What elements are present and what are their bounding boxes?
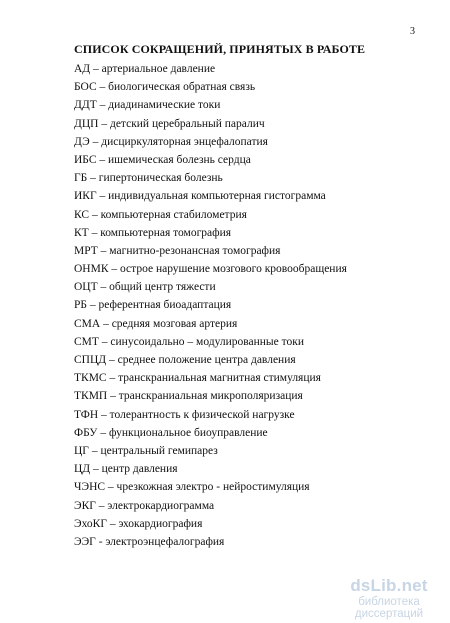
abbreviation-definition: чрезкожная электро - нейростимуляция — [116, 481, 310, 494]
abbreviation-item — [74, 497, 434, 515]
abbreviation-term: КТ — [74, 226, 89, 239]
abbreviation-definition: толерантность к физической нагрузке — [109, 408, 295, 421]
abbreviation-separator: – — [96, 81, 109, 94]
abbreviation-item — [74, 96, 434, 114]
abbreviation-item — [74, 424, 434, 442]
abbreviation-item — [74, 260, 434, 278]
abbreviation-definition: артериальное давление — [101, 63, 216, 75]
abbreviation-item — [74, 224, 434, 242]
abbreviation-term: ЭЭГ — [74, 535, 96, 548]
abbreviation-item — [74, 460, 434, 478]
abbreviation-definition: электрокардиограмма — [107, 499, 215, 512]
watermark — [330, 576, 448, 620]
watermark-tagline: библиотека диссертаций — [354, 596, 424, 620]
abbreviation-term: КС — [74, 208, 90, 221]
abbreviation-term: СПЦД — [74, 354, 107, 366]
abbreviation-separator: – — [89, 208, 101, 221]
abbreviation-separator: – — [96, 99, 109, 112]
abbreviation-item — [74, 133, 434, 151]
abbreviation-separator: – — [87, 299, 99, 312]
abbreviation-definition: референтная биоадаптация — [98, 299, 232, 312]
abbreviation-separator: – — [97, 244, 110, 257]
abbreviation-item — [74, 315, 434, 333]
abbreviation-separator: – — [88, 226, 101, 239]
abbreviation-item — [74, 406, 434, 424]
abbreviation-term: СМТ — [74, 335, 99, 348]
abbreviation-term: ЧЭНС — [74, 481, 106, 494]
abbreviation-separator: – — [90, 63, 102, 75]
abbreviation-separator: – — [96, 153, 109, 166]
abbreviation-definition: общий центр тяжести — [109, 281, 216, 294]
abbreviation-separator: – — [97, 426, 109, 439]
abbreviation-term: ОНМК — [74, 263, 109, 276]
abbreviation-definition: дисциркуляторная энцефалопатия — [101, 135, 268, 148]
abbreviation-separator: – — [90, 463, 102, 476]
abbreviation-term: ЭКГ — [74, 499, 96, 512]
abbreviation-term: ТКМП — [74, 390, 108, 403]
abbreviation-item — [74, 533, 434, 551]
abbreviation-definition: детский церебральный паралич — [109, 117, 265, 130]
abbreviation-definition: компьютерная стабилометрия — [100, 208, 247, 221]
abbreviation-separator: – — [89, 135, 102, 148]
abbreviation-item — [74, 351, 434, 369]
abbreviation-item — [74, 151, 434, 169]
abbreviation-separator: – — [97, 281, 110, 294]
abbreviation-term: ЭхоКГ — [74, 517, 107, 530]
abbreviation-definition: индивидуальная компьютерная гистограмма — [108, 190, 326, 203]
abbreviation-item — [74, 187, 434, 205]
abbreviation-separator: – — [106, 517, 119, 530]
abbreviation-item — [74, 169, 434, 187]
abbreviation-separator: - — [95, 535, 106, 548]
abbreviation-item — [74, 387, 434, 405]
abbreviation-term: БОС — [74, 81, 97, 94]
abbreviation-separator: – — [98, 335, 111, 348]
abbreviation-separator: – — [95, 499, 108, 512]
abbreviation-definition: центральный гемипарез — [100, 444, 218, 457]
abbreviation-definition: средняя мозговая артерия — [111, 317, 238, 330]
abbreviation-definition: острое нарушение мозгового кровообращения — [120, 263, 347, 276]
abbreviation-definition: транскраниальная микрополяризация — [118, 390, 303, 403]
abbreviation-term: ДЭ — [74, 135, 90, 148]
abbreviation-separator: – — [96, 190, 109, 203]
abbreviation-separator: – — [98, 117, 110, 130]
abbreviation-definition: центр давления — [101, 463, 178, 476]
abbreviation-item — [74, 515, 434, 533]
abbreviation-term: ТКМС — [74, 372, 107, 385]
abbreviation-definition: биологическая обратная связь — [108, 81, 256, 94]
abbreviation-term: ЦД — [74, 463, 91, 476]
abbreviation-separator: – — [106, 372, 119, 385]
page-number: 3 — [410, 26, 415, 37]
abbreviation-definition: диадинамические токи — [108, 99, 221, 112]
abbreviation-item — [74, 206, 434, 224]
abbreviation-term: ОЦТ — [74, 281, 98, 294]
abbreviation-term: АД — [74, 63, 91, 75]
abbreviation-separator: – — [107, 390, 119, 403]
abbreviation-item — [74, 296, 434, 314]
abbreviation-separator: – — [98, 408, 110, 421]
abbreviation-item — [74, 333, 434, 351]
abbreviation-definition: магнитно-резонансная томография — [109, 244, 281, 257]
abbreviation-term: ИКГ — [74, 190, 97, 203]
abbreviation-item — [74, 115, 434, 133]
abbreviation-definition: функциональное биоуправление — [108, 426, 268, 439]
abbreviation-separator: – — [106, 354, 118, 366]
abbreviation-item — [74, 242, 434, 260]
abbreviation-term: ЦГ — [74, 444, 89, 457]
abbreviation-definition: ишемическая болезнь сердца — [108, 153, 251, 166]
abbreviation-separator: – — [87, 172, 99, 185]
abbreviation-separator: – — [108, 263, 121, 276]
abbreviation-term: ИБС — [74, 153, 97, 166]
abbreviation-definition: эхокардиография — [118, 517, 203, 530]
abbreviation-definition: электроэнцефалография — [105, 535, 225, 548]
abbreviation-definition: среднее положение центра давления — [117, 354, 296, 366]
abbreviation-separator: – — [88, 444, 101, 457]
abbreviation-definition: компьютерная томография — [100, 226, 232, 239]
abbreviation-definition: транскраниальная магнитная стимуляция — [118, 372, 321, 385]
abbreviation-list — [74, 60, 434, 551]
abbreviation-item — [74, 78, 434, 96]
abbreviation-item — [74, 478, 434, 496]
page-heading: СПИСОК СОКРАЩЕНИЙ, ПРИНЯТЫХ В РАБОТЕ — [74, 42, 366, 56]
abbreviation-term: ДЦП — [74, 117, 99, 130]
watermark-logo: dsLib.net — [350, 576, 428, 595]
abbreviation-term: МРТ — [74, 244, 98, 257]
abbreviation-item — [74, 278, 434, 296]
abbreviation-definition: гипертоническая болезнь — [98, 172, 223, 185]
abbreviation-item — [74, 442, 434, 460]
abbreviation-term: ФБУ — [74, 426, 98, 439]
abbreviation-term: ТФН — [74, 408, 99, 421]
abbreviation-term: ДДТ — [74, 99, 97, 112]
abbreviation-term: СМА — [74, 317, 101, 330]
abbreviation-separator: – — [105, 481, 117, 494]
abbreviation-definition: синусоидально – модулированные токи — [110, 335, 304, 348]
abbreviation-term: РБ — [74, 299, 87, 312]
abbreviation-item — [74, 60, 434, 78]
abbreviation-term: ГБ — [74, 172, 88, 185]
abbreviation-separator: – — [100, 317, 112, 330]
abbreviation-item — [74, 369, 434, 387]
